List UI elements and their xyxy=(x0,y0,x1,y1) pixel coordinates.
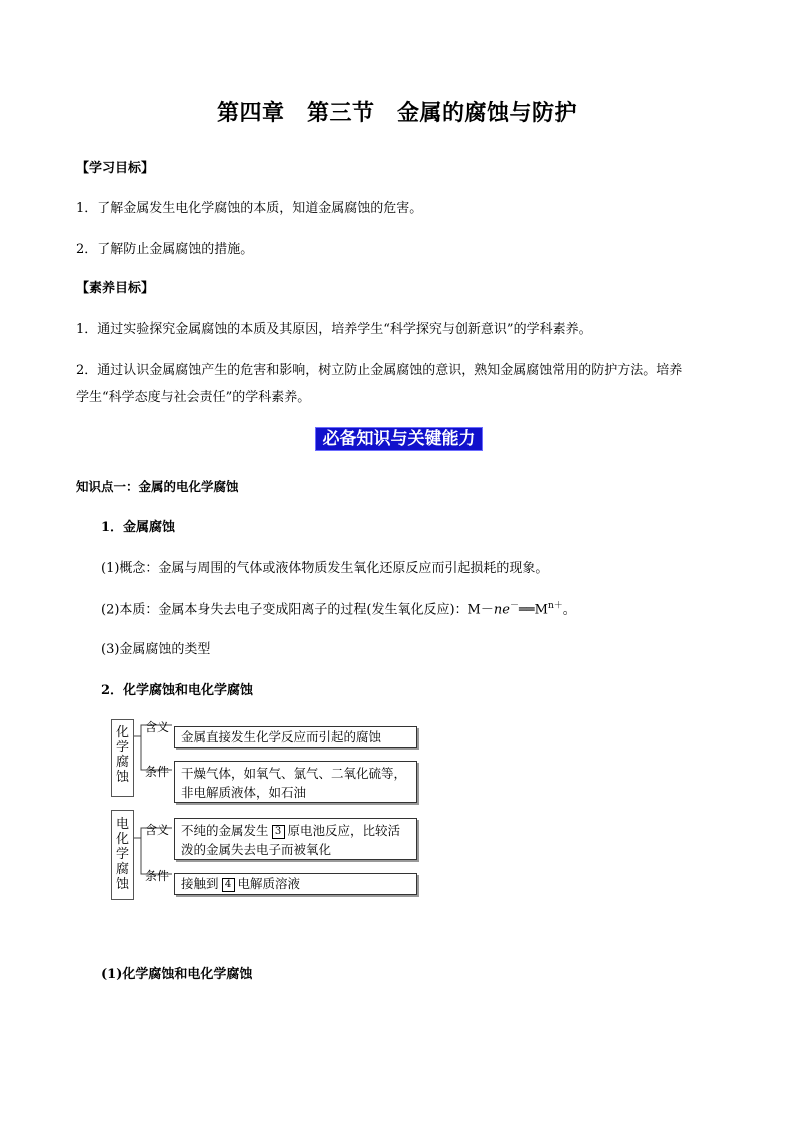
literacy-item-2: 2．通过认识金属腐蚀产生的危害和影响，树立防止金属腐蚀的意识，熟知金属腐蚀常用的防护方法。培养 xyxy=(76,363,683,378)
literacy-heading: 【素养目标】 xyxy=(76,281,155,296)
chem-corrosion-label xyxy=(111,719,134,797)
echem-char-1: 电 xyxy=(115,817,129,832)
chem-meaning-box: 金属直接发生化学反应而引起的腐蚀 xyxy=(174,726,417,748)
echem-meaning-post: 原电池反应，比较活 xyxy=(287,823,401,838)
essence-eq: ══M xyxy=(518,602,548,618)
section-banner: 必备知识与关键能力 xyxy=(315,427,483,451)
echem-char-5: 蚀 xyxy=(115,877,129,892)
chem-char-1: 化 xyxy=(115,725,129,740)
echem-condition-post: 电解质溶液 xyxy=(237,876,301,891)
echem-char-4: 腐 xyxy=(115,862,129,877)
echem-char-2: 化 xyxy=(115,832,129,847)
literacy-item-1: 1．通过实验探究金属腐蚀的本质及其原因，培养学生“科学探究与创新意识”的学科素养。 xyxy=(76,322,592,337)
kp1-heading: 知识点一：金属的电化学腐蚀 xyxy=(76,479,239,494)
echem-meaning-line-1 xyxy=(181,821,410,840)
chem-char-3: 腐 xyxy=(115,755,129,770)
sec1-heading: 1．金属腐蚀 xyxy=(101,520,176,535)
literacy-item-2-cont: 学生“科学态度与社会责任”的学科素养。 xyxy=(76,390,311,405)
chem-char-2: 学 xyxy=(115,740,129,755)
subsection-1-heading: (1)化学腐蚀和电化学腐蚀 xyxy=(101,967,253,982)
chem-condition-box xyxy=(174,761,417,803)
essence-e: e xyxy=(502,602,510,618)
chem-char-4: 蚀 xyxy=(115,770,129,785)
echem-corrosion-label xyxy=(111,810,134,900)
essence-end: 。 xyxy=(562,602,576,618)
concept-text: (1)概念：金属与周围的气体或液体物质发生氧化还原反应而引起损耗的现象。 xyxy=(101,561,549,576)
chem-condition-line-1: 干燥气体，如氧气、氯气、二氧化硫等， xyxy=(181,766,407,781)
essence-n: n xyxy=(493,602,503,618)
essence-main: (2)本质：金属本身失去电子变成阳离子的过程(发生氧化反应)：M－ xyxy=(101,602,494,618)
goal-item-1: 1．了解金属发生电化学腐蚀的本质，知道金属腐蚀的危害。 xyxy=(76,201,423,216)
essence-minus: － xyxy=(509,601,519,611)
echem-meaning-line-2: 泼的金属失去电子而被氧化 xyxy=(181,842,332,857)
echem-char-3: 学 xyxy=(115,847,129,862)
goals-heading: 【学习目标】 xyxy=(76,161,155,176)
echem-condition-label: 条件 xyxy=(145,869,170,883)
goal-item-2: 2．了解防止金属腐蚀的措施。 xyxy=(76,242,254,257)
echem-condition-box xyxy=(174,873,417,895)
echem-meaning-label: 含义 xyxy=(145,823,170,837)
echem-meaning-box xyxy=(174,818,417,860)
essence-sup: n＋ xyxy=(547,601,563,611)
chem-condition-line-2: 非电解质液体，如石油 xyxy=(181,785,307,800)
sec2-heading: 2．化学腐蚀和电化学腐蚀 xyxy=(101,683,254,698)
blank-4-marker: 4 xyxy=(222,878,235,892)
chem-meaning-label: 含义 xyxy=(145,720,170,734)
types-text: (3)金属腐蚀的类型 xyxy=(101,642,211,657)
echem-meaning-pre: 不纯的金属发生 xyxy=(181,823,269,838)
chem-condition-label: 条件 xyxy=(145,765,170,779)
page-title: 第四章 第三节 金属的腐蚀与防护 xyxy=(216,100,577,126)
blank-3-marker: 3 xyxy=(272,825,285,839)
echem-condition-pre: 接触到 xyxy=(181,876,219,891)
